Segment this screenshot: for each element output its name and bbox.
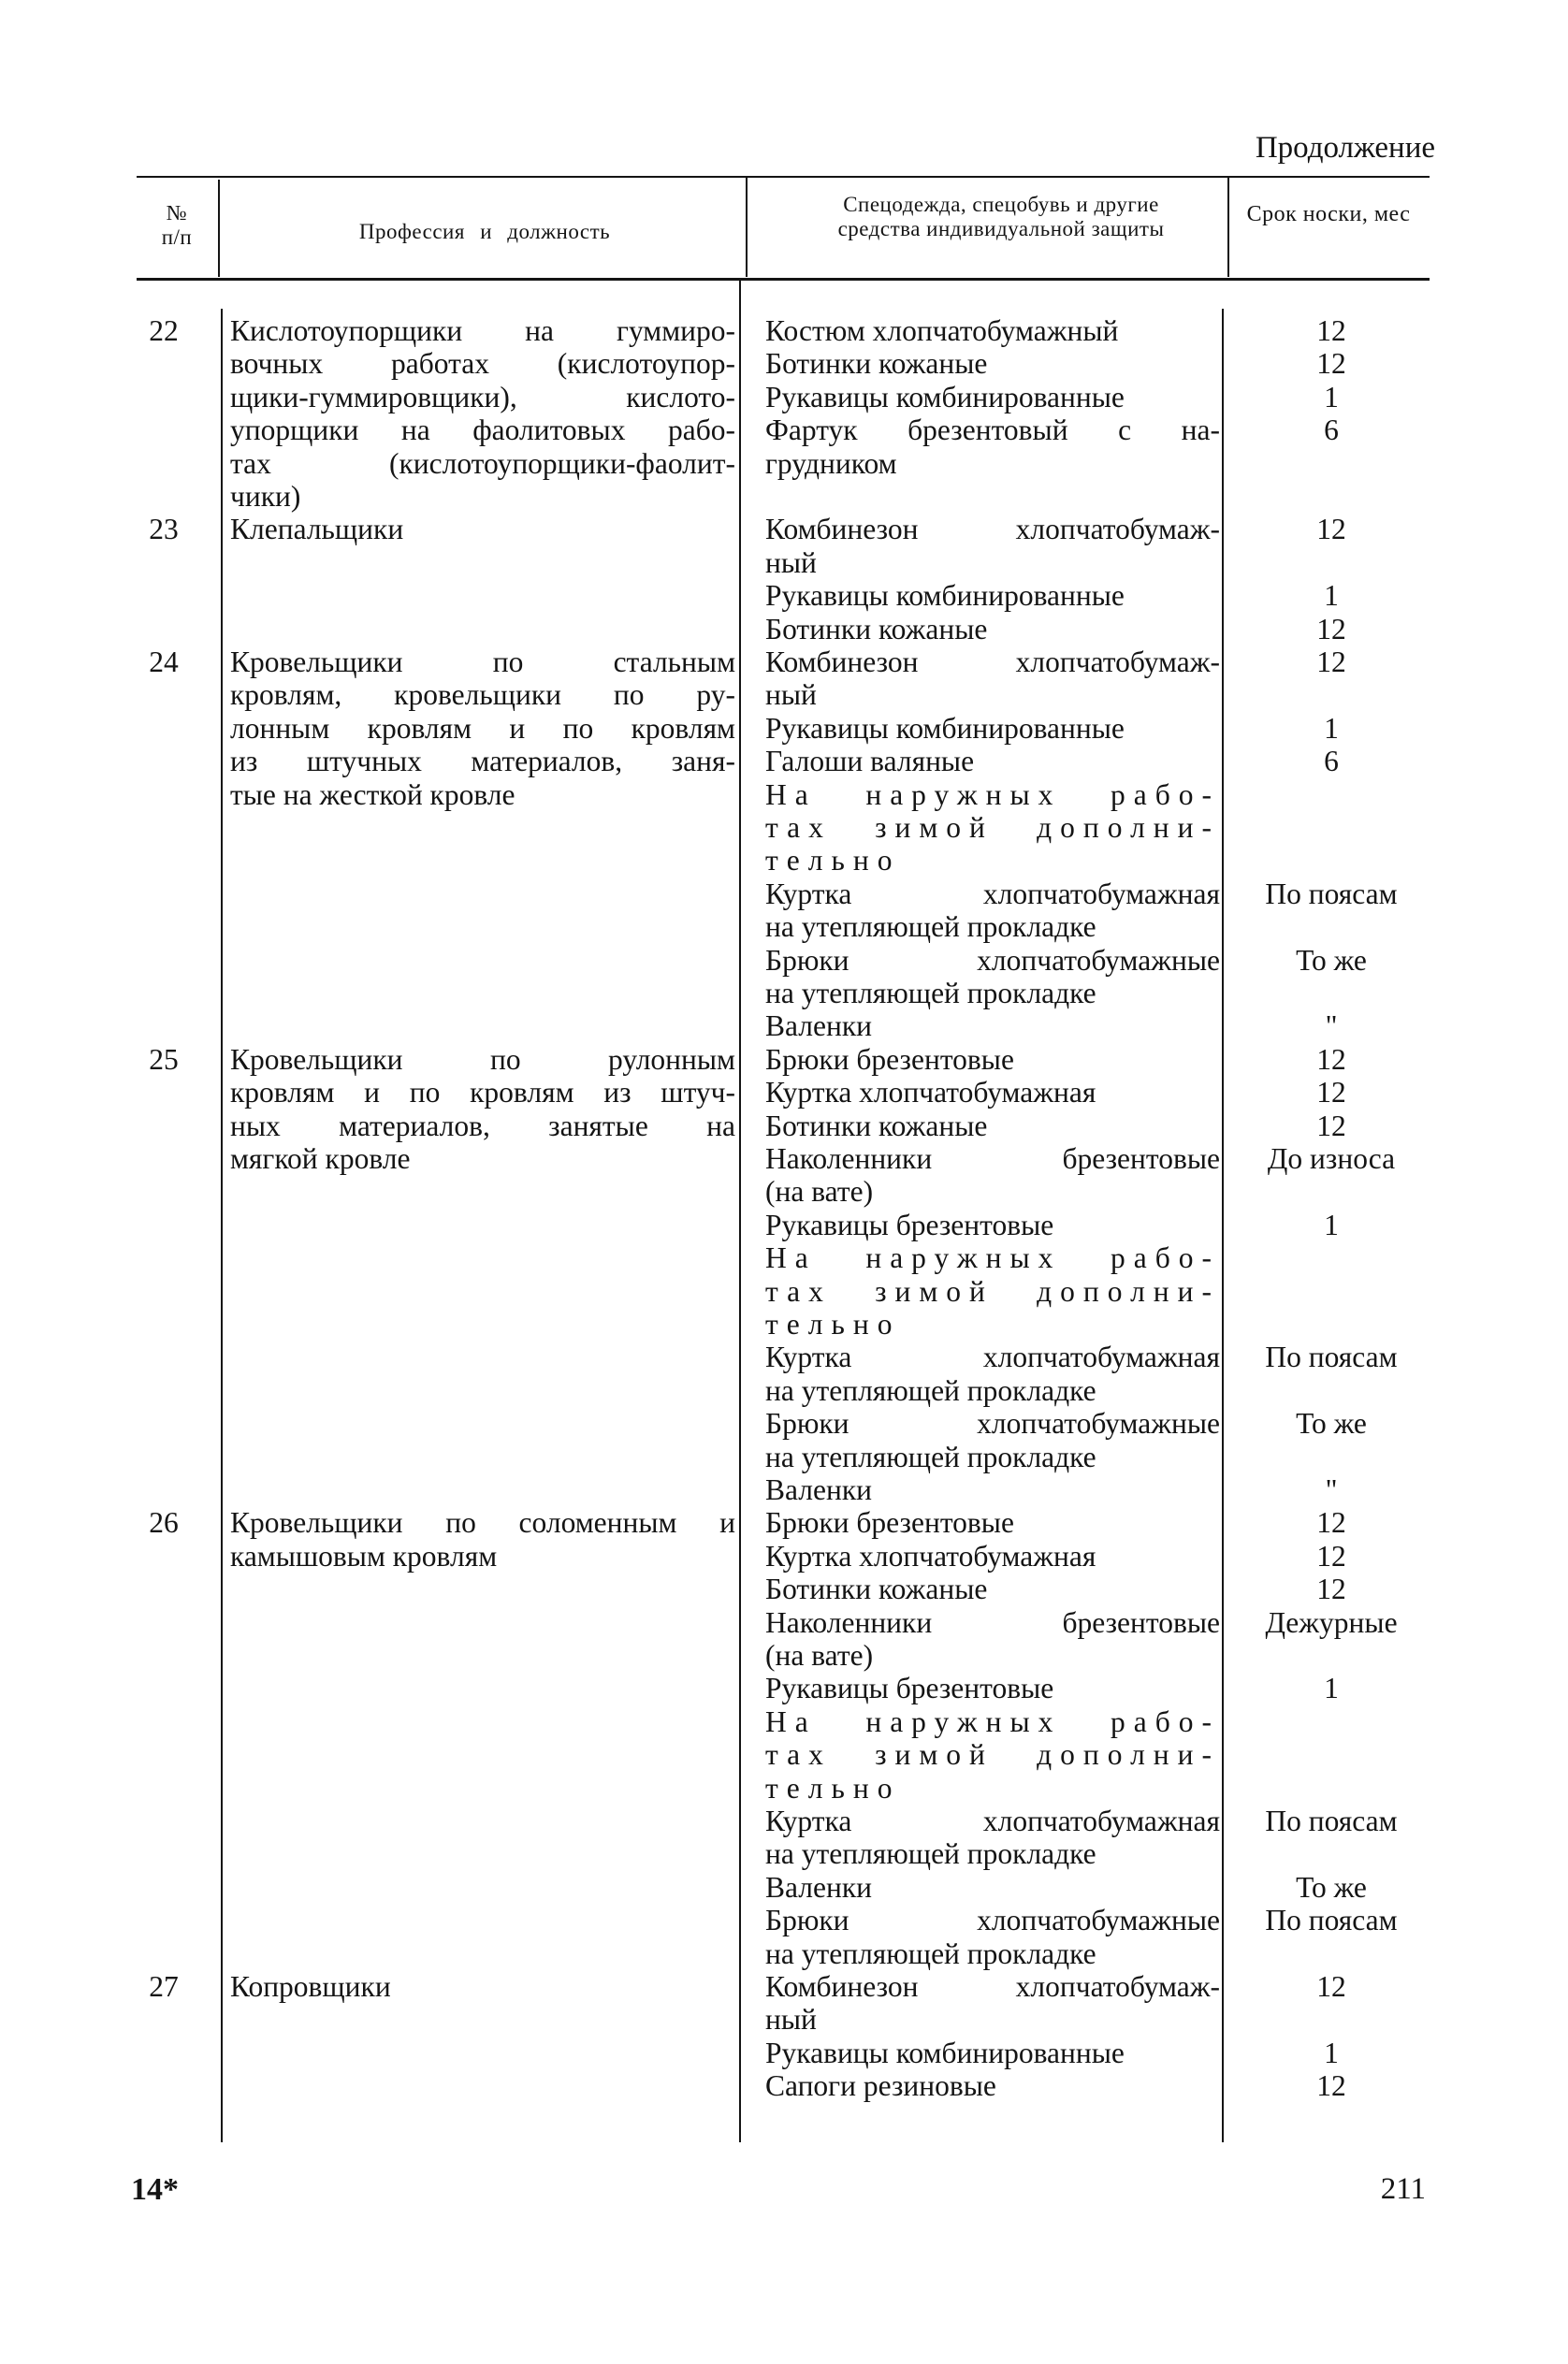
- item-line: Куртка хлопчатобумажная: [765, 1805, 1220, 1837]
- item-line: Ботинки кожаные: [765, 1109, 988, 1142]
- continued-label: Продолжение: [1255, 131, 1435, 165]
- item-line: Галоши валяные: [765, 745, 975, 778]
- wear-term: Дежурные: [1265, 1605, 1398, 1639]
- profession-line: вочных работах (кислотоупор-: [230, 347, 735, 381]
- item-line: грудником: [765, 446, 897, 480]
- protection-item: [765, 1970, 1220, 2037]
- item-line: на утепляющей прокладке: [765, 1440, 1096, 1473]
- wear-term: По поясам: [1265, 1805, 1398, 1837]
- protection-item: [765, 613, 1220, 645]
- item-line: Рукавицы брезентовые: [765, 1208, 1054, 1241]
- item-line: Ботинки кожаные: [765, 612, 988, 645]
- wear-term: По поясам: [1265, 877, 1398, 910]
- item-line: Валенки: [765, 1473, 872, 1506]
- row-number: 27: [149, 1970, 179, 2003]
- item-line: Рукавицы комбинированные: [765, 711, 1125, 745]
- protection-item: [765, 745, 1220, 777]
- protection-item: [765, 2037, 1220, 2069]
- row-number: 22: [149, 314, 179, 347]
- protection-item: [765, 1341, 1220, 1407]
- item-line: Валенки: [765, 1870, 872, 1904]
- item-line: Сапоги резиновые: [765, 2069, 996, 2103]
- item-line: Брюки хлопчатобумажные: [765, 1904, 1220, 1937]
- item-line: На наружных рабо-: [765, 1704, 1220, 1738]
- wear-term: 12: [1316, 347, 1346, 381]
- item-line: на утепляющей прокладке: [765, 977, 1096, 1009]
- item-line: Рукавицы брезентовые: [765, 1672, 1054, 1705]
- item-line: Куртка хлопчатобумажная: [765, 1539, 1096, 1573]
- protection-item: [765, 413, 1220, 480]
- col-divider-2: [739, 281, 741, 2142]
- item-line: Наколенники брезентовые: [765, 1142, 1220, 1175]
- profession-cell: [230, 314, 735, 513]
- item-line: тах зимой дополни-: [765, 811, 1220, 844]
- protection-item: [765, 1871, 1220, 1904]
- protection-item: [765, 1705, 1220, 1805]
- row-number: 23: [149, 513, 179, 546]
- protection-item: [765, 1540, 1220, 1573]
- item-line: Куртка хлопчатобумажная: [765, 877, 1220, 910]
- wear-term: 12: [1316, 1573, 1346, 1606]
- protection-item: [765, 712, 1220, 745]
- profession-line: Кровельщики по соломенным и: [230, 1506, 735, 1540]
- row-number: 24: [149, 645, 179, 678]
- wear-term: 1: [1324, 1672, 1339, 1705]
- protection-item: [765, 778, 1220, 877]
- protection-item: [765, 1473, 1220, 1506]
- profession-line: лонным кровлям и по кровлям: [230, 711, 735, 745]
- item-line: на утепляющей прокладке: [765, 1837, 1096, 1871]
- item-line: Брюки хлопчатобумажные: [765, 943, 1220, 977]
- item-line: Брюки брезентовые: [765, 1506, 1014, 1540]
- wear-term: 1: [1324, 579, 1339, 613]
- item-line: тельно: [765, 1771, 901, 1805]
- protection-item: [765, 1904, 1220, 1970]
- page-number: 211: [1380, 2172, 1426, 2206]
- item-line: (на вате): [765, 1639, 874, 1672]
- wear-term: 12: [1316, 1506, 1346, 1540]
- table-header-rule: [137, 278, 1430, 281]
- wear-term: 12: [1316, 1539, 1346, 1573]
- item-line: Ботинки кожаные: [765, 1573, 988, 1606]
- profession-line: мягкой кровле: [230, 1142, 411, 1176]
- header-clothing: Спецодежда, спецобувь и другие средства индивидуальной защиты: [837, 193, 1165, 240]
- item-line: тельно: [765, 844, 901, 877]
- protection-item: [765, 1506, 1220, 1539]
- wear-term: 1: [1324, 1208, 1339, 1241]
- header-num: [137, 201, 217, 250]
- item-line: На наружных рабо-: [765, 1241, 1220, 1275]
- wear-term: 6: [1324, 413, 1339, 447]
- protection-item: [765, 314, 1220, 347]
- item-line: Рукавицы комбинированные: [765, 579, 1125, 613]
- profession-line: Копровщики: [230, 1970, 391, 2003]
- item-line: (на вате): [765, 1175, 874, 1209]
- wear-term: По поясам: [1265, 1341, 1398, 1374]
- item-line: Куртка хлопчатобумажная: [765, 1076, 1096, 1109]
- item-line: тах зимой дополни-: [765, 1738, 1220, 1772]
- profession-line: упорщики на фаолитовых рабо-: [230, 413, 735, 447]
- protection-item: [765, 877, 1220, 944]
- profession-line: Кислотоупорщики на гуммиро-: [230, 314, 735, 347]
- protection-item: [765, 513, 1220, 579]
- wear-term: 12: [1316, 2069, 1346, 2103]
- profession-cell: [230, 1970, 735, 2003]
- wear-term: 6: [1324, 745, 1339, 778]
- item-line: Брюки брезентовые: [765, 1042, 1014, 1076]
- profession-line: ных материалов, занятые на: [230, 1109, 735, 1142]
- protection-item: [765, 1109, 1220, 1142]
- item-line: Рукавицы комбинированные: [765, 2036, 1125, 2069]
- col-divider-1-head: [218, 180, 220, 277]
- protection-item: [765, 944, 1220, 1010]
- profession-cell: [230, 513, 735, 545]
- item-line: ный: [765, 545, 817, 579]
- item-line: на утепляющей прокладке: [765, 910, 1096, 944]
- protection-item: [765, 1805, 1220, 1871]
- profession-line: кровлям и по кровлям из штуч-: [230, 1076, 735, 1109]
- row-number: 25: [149, 1042, 179, 1076]
- item-line: Фартук брезентовый с на-: [765, 413, 1220, 447]
- wear-term: 1: [1324, 380, 1339, 413]
- profession-line: щики-гуммировщики), кислото-: [230, 380, 735, 413]
- wear-term: ": [1325, 1473, 1338, 1506]
- wear-term: То же: [1296, 1870, 1367, 1904]
- protection-item: [765, 2069, 1220, 2102]
- wear-term: 12: [1316, 1109, 1346, 1142]
- item-line: Брюки хлопчатобумажные: [765, 1407, 1220, 1441]
- item-line: Рукавицы комбинированные: [765, 380, 1125, 413]
- protection-item: [765, 1209, 1220, 1241]
- protection-item: [765, 645, 1220, 712]
- protection-item: [765, 1573, 1220, 1605]
- profession-cell: [230, 1506, 735, 1573]
- protection-item: [765, 1009, 1220, 1042]
- profession-line: камышовым кровлям: [230, 1539, 498, 1573]
- item-line: Костюм хлопчатобумажный: [765, 314, 1119, 347]
- item-line: Ботинки кожаные: [765, 347, 988, 381]
- protection-item: [765, 1241, 1220, 1341]
- signature-mark: 14*: [131, 2172, 179, 2207]
- protection-item: [765, 1142, 1220, 1209]
- item-line: ный: [765, 2003, 817, 2037]
- profession-line: Кровельщики по рулонным: [230, 1042, 735, 1076]
- item-line: Наколенники брезентовые: [765, 1605, 1220, 1639]
- header-term: Срок носки, мес: [1246, 202, 1411, 226]
- profession-line: из штучных материалов, заня-: [230, 745, 735, 778]
- profession-line: Кровельщики по стальным: [230, 645, 735, 678]
- item-line: Куртка хлопчатобумажная: [765, 1341, 1220, 1374]
- profession-cell: [230, 645, 735, 811]
- profession-line: тые на жесткой кровле: [230, 777, 515, 811]
- item-line: Комбинезон хлопчатобумаж-: [765, 513, 1220, 546]
- item-line: тельно: [765, 1308, 901, 1341]
- item-line: на утепляющей прокладке: [765, 1936, 1096, 1970]
- protection-item: [765, 579, 1220, 612]
- wear-term: 12: [1316, 1042, 1346, 1076]
- item-line: Валенки: [765, 1009, 872, 1043]
- protection-item: [765, 1672, 1220, 1704]
- wear-term: 12: [1316, 645, 1346, 678]
- header-num-text: № п/п: [161, 201, 193, 249]
- header-profession: Профессия и должность: [358, 220, 611, 243]
- col-divider-1: [221, 309, 223, 2142]
- wear-term: До износа: [1267, 1142, 1396, 1175]
- item-line: ный: [765, 678, 817, 712]
- wear-term: 1: [1324, 2036, 1339, 2069]
- protection-item: [765, 1043, 1220, 1076]
- wear-term: 12: [1316, 314, 1346, 347]
- protection-item: [765, 347, 1220, 380]
- wear-term: 12: [1316, 612, 1346, 645]
- wear-term: 12: [1316, 1076, 1346, 1109]
- item-line: на утепляющей прокладке: [765, 1373, 1096, 1407]
- profession-line: чики): [230, 480, 301, 514]
- profession-line: Клепальщики: [230, 513, 404, 546]
- protection-item: [765, 381, 1220, 413]
- table-top-rule: [137, 176, 1430, 178]
- item-line: Комбинезон хлопчатобумаж-: [765, 645, 1220, 678]
- wear-term: 12: [1316, 1970, 1346, 2003]
- wear-term: 1: [1324, 711, 1339, 745]
- wear-term: То же: [1296, 943, 1367, 977]
- wear-term: По поясам: [1265, 1904, 1398, 1937]
- profession-cell: [230, 1043, 735, 1176]
- col-divider-3-head: [1227, 178, 1229, 277]
- row-number: 26: [149, 1506, 179, 1540]
- wear-term: 12: [1316, 513, 1346, 546]
- protection-item: [765, 1407, 1220, 1473]
- profession-line: кровлям, кровельщики по ру-: [230, 678, 735, 712]
- item-line: тах зимой дополни-: [765, 1274, 1220, 1308]
- item-line: На наружных рабо-: [765, 777, 1220, 811]
- wear-term: То же: [1296, 1407, 1367, 1441]
- wear-term: ": [1325, 1009, 1338, 1043]
- col-divider-2-head: [746, 178, 748, 277]
- col-divider-3: [1222, 309, 1224, 2142]
- item-line: Комбинезон хлопчатобумаж-: [765, 1970, 1220, 2003]
- protection-item: [765, 1606, 1220, 1673]
- profession-line: тах (кислотоупорщики-фаолит-: [230, 446, 735, 480]
- protection-item: [765, 1076, 1220, 1109]
